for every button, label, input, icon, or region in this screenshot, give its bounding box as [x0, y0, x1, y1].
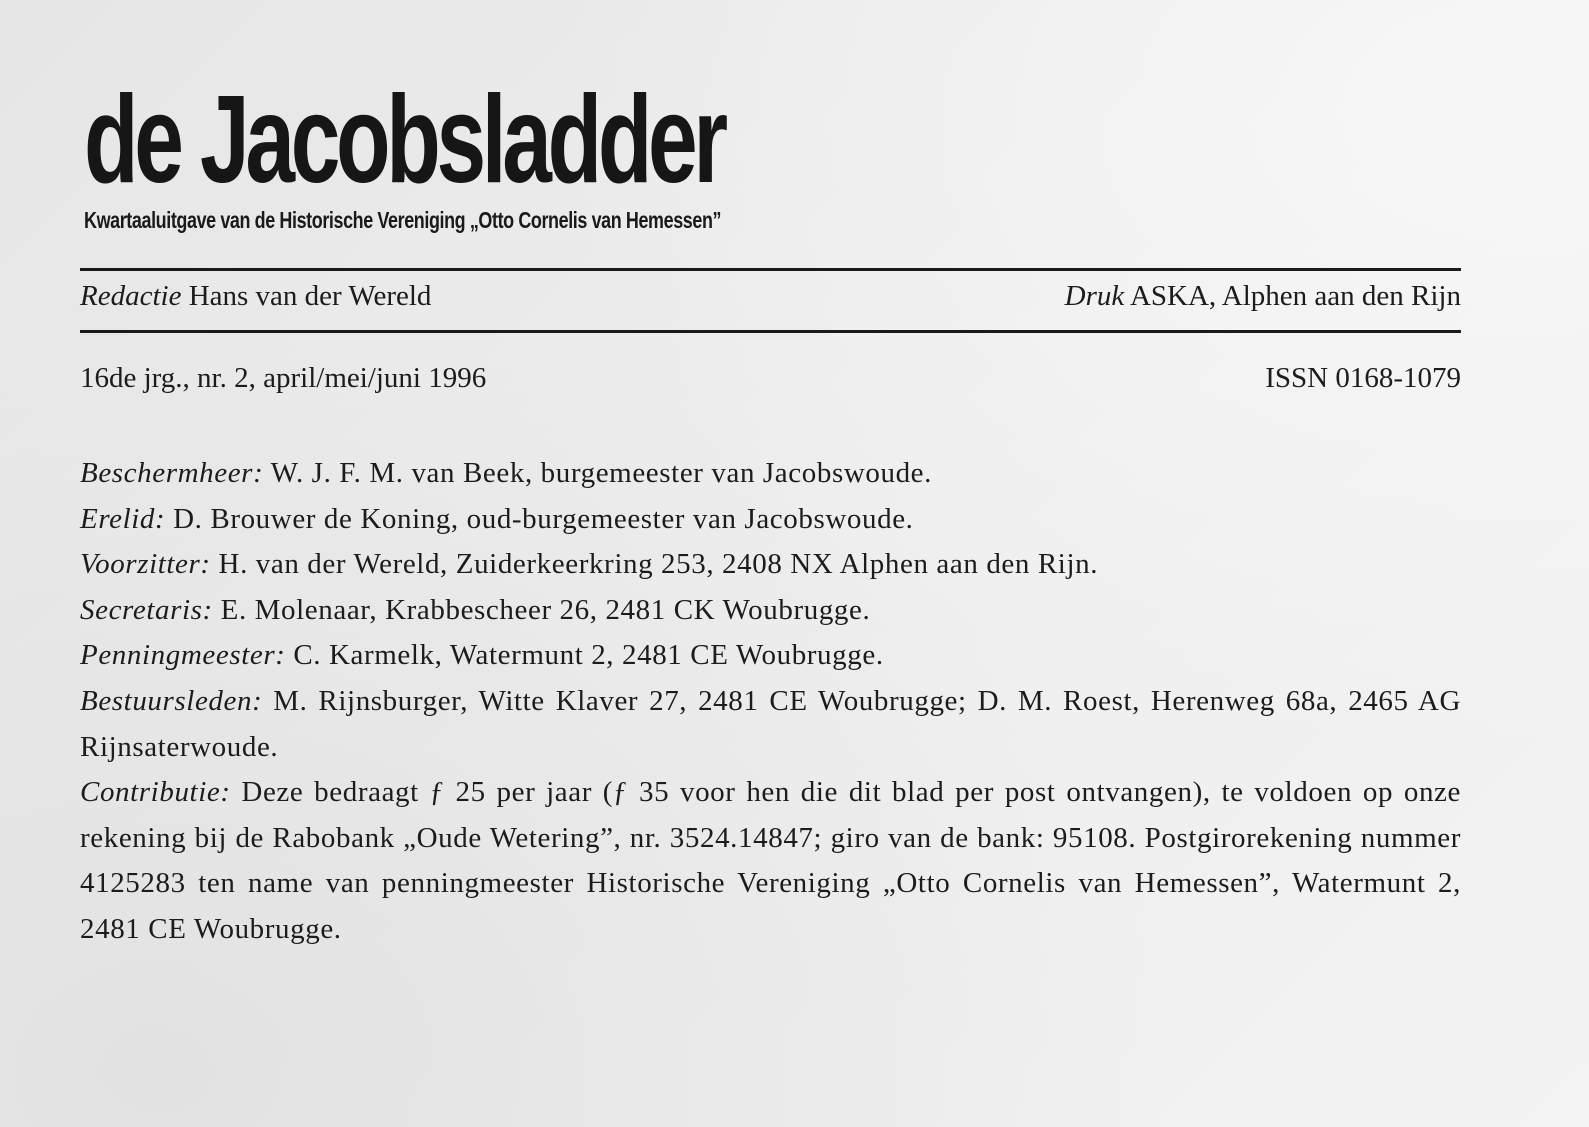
board-entry-membership-fee	[80, 770, 1461, 952]
top-rule	[80, 268, 1461, 271]
board-label: Erelid:	[80, 502, 166, 535]
board-entry-secretary	[80, 588, 1461, 634]
printer-credit	[1065, 280, 1461, 313]
board-label: Secretaris:	[80, 593, 213, 626]
issn-number: ISSN 0168-1079	[1265, 362, 1461, 394]
masthead-title: de Jacobsladder	[84, 71, 724, 209]
editor-label: Redactie	[80, 280, 182, 312]
board-text: M. Rijnsburger, Witte Klaver 27, 2481 CE Woubrugge; D. M. Roest, Herenweg 68a, 2465 AG Rijnsaterwoude.	[80, 684, 1461, 763]
printer-value: ASKA, Alphen aan den Rijn	[1129, 280, 1461, 312]
board-text: D. Brouwer de Koning, oud-burgemeester van Jacobswoude.	[173, 502, 914, 535]
board-label: Penningmeester:	[80, 639, 286, 672]
board-entry-patron	[80, 451, 1461, 497]
credits-row	[80, 280, 1461, 313]
issue-volume: 16de jrg., nr. 2, april/mei/juni 1996	[80, 362, 487, 394]
board-entry-treasurer	[80, 633, 1461, 679]
board-entry-board-members	[80, 679, 1461, 770]
board-entry-chairman	[80, 542, 1461, 588]
printer-label: Druk	[1064, 280, 1125, 312]
board-label: Beschermheer:	[80, 457, 264, 489]
board-text: H. van der Wereld, Zuiderkeerkring 253, 2408 NX Alphen aan den Rijn.	[218, 548, 1099, 581]
bottom-rule	[80, 330, 1461, 333]
board-list	[80, 451, 1461, 953]
board-label: Voorzitter:	[80, 548, 211, 581]
masthead-subtitle: Kwartaaluitgave van de Historische Vereniging „Otto Cornelis van Hemessen”	[84, 207, 722, 233]
issue-row	[80, 362, 1461, 395]
board-label: Contributie:	[80, 776, 231, 809]
board-label: Bestuursleden:	[80, 684, 263, 717]
board-text: W. J. F. M. van Beek, burgemeester van Jacobswoude.	[270, 457, 932, 489]
board-text: E. Molenaar, Krabbescheer 26, 2481 CK Woubrugge.	[220, 593, 871, 626]
board-entry-honorary-member	[80, 497, 1461, 543]
editor-credit	[80, 280, 431, 313]
board-text: C. Karmelk, Watermunt 2, 2481 CE Woubrugge.	[293, 639, 884, 672]
board-text: Deze bedraagt ƒ 25 per jaar (ƒ 35 voor hen die dit blad per post ontvangen), te voldoen op onze rekening bij de Rabobank „Oude Wetering”, nr. 3524.14847; giro van de bank: 95108. Postgirorekening nummer 4125283 ten name van penningmeester Historische Vereniging „Otto Cornelis van Hemessen”, Watermunt 2, 2481 CE Woubrugge.	[80, 776, 1461, 945]
editor-value: Hans van der Wereld	[188, 280, 432, 312]
